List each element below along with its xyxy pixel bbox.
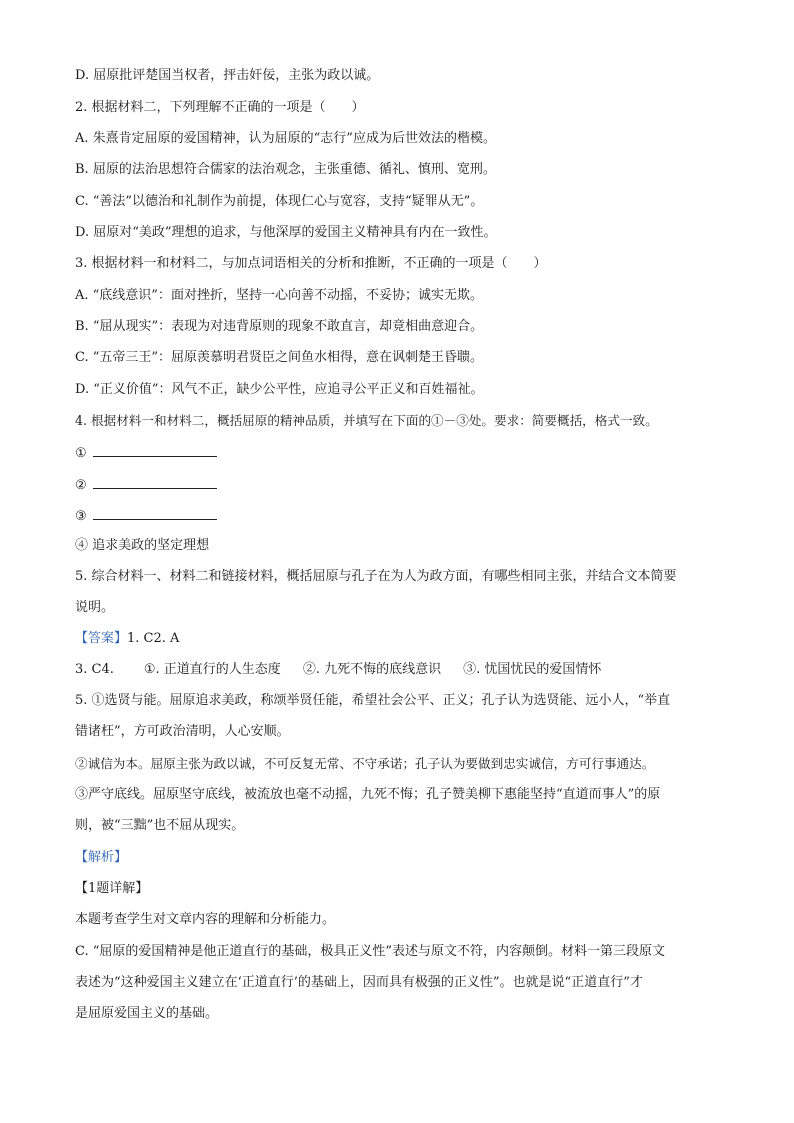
blank-marker: ①	[75, 446, 87, 461]
blank-marker: ③	[75, 509, 87, 524]
answer-row-1	[75, 631, 725, 647]
answer-1-2: 1. C2. A	[127, 631, 180, 646]
answer-5-line-3: ②诚信为本。屈原主张为政以诚，不可反复无常、不守承诺；孔子认为要做到忠实诚信，方可行事通达。	[75, 756, 655, 771]
option-c-q2: C. “善法”以德治和礼制作为前提，体现仁心与宽容，支持“疑罪从无”。	[75, 194, 484, 209]
answer-5-line-2: 错诸枉”，方可政治清明，人心安顺。	[75, 724, 290, 739]
answer-5-line-1: 5. ①选贤与能。屈原追求美政，称颂举贤任能，希望社会公平、正义；孔子认为选贤能、远小人，“举直	[75, 693, 671, 708]
detail-label: 【1题详解】	[75, 881, 149, 896]
question-4: 4. 根据材料一和材料二，概括屈原的精神品质，并填写在下面的①－③处。要求：简要概括，格式一致。	[75, 413, 658, 428]
option-b-q3: B. “屈从现实”：表现为对违背原则的现象不敢直言，却竟相曲意迎合。	[75, 319, 484, 334]
item-4: ④ 追求美政的坚定理想	[75, 538, 210, 553]
answer-4-item-1: ①. 正道直行的人生态度	[143, 662, 281, 677]
detail-line-3: 表述为“这种爱国主义建立在‘正道直行’的基础上，因而具有极强的正义性”。也就是说“正道直行”才	[75, 975, 643, 990]
blank-marker: ②	[75, 478, 87, 493]
blank-line	[93, 507, 217, 520]
answer-label: 【答案】	[75, 631, 128, 646]
option-b-q2: B. 屈原的法治思想符合儒家的法治观念，主张重德、循礼、慎刑、宽刑。	[75, 162, 496, 177]
answer-3-prefix: 3. C4.	[75, 662, 114, 677]
blank-line	[93, 476, 217, 489]
answer-5-line-5: 则，被“三黜”也不屈从现实。	[75, 818, 245, 833]
option-c-q3: C. “五帝三王”：屈原羡慕明君贤臣之间鱼水相得，意在讽刺楚王昏聩。	[75, 350, 484, 365]
option-d-q2: D. 屈原对“美政”理想的追求，与他深厚的爱国主义精神具有内在一致性。	[75, 225, 497, 240]
question-5-line-2: 说明。	[75, 600, 115, 615]
answer-4-item-2: ②. 九死不悔的底线意识	[302, 662, 442, 677]
analysis-label: 【解析】	[75, 850, 128, 865]
blank-row-2	[75, 476, 725, 494]
detail-line-1: 本题考查学生对文章内容的理解和分析能力。	[75, 912, 336, 927]
blank-row-3	[75, 507, 725, 525]
blank-row-1	[75, 444, 725, 462]
answer-5-line-4: ③严守底线。屈原坚守底线，被流放也毫不动摇，九死不悔；孔子赞美柳下惠能坚持“直道而事人”的原	[75, 787, 661, 802]
detail-line-4: 是屈原爱国主义的基础。	[75, 1006, 219, 1021]
detail-line-2: C. “屈原的爱国精神是他正道直行的基础，极具正义性”表述与原文不符，内容颠倒。材料一第三段原文	[75, 944, 666, 959]
answer-4-item-3: ③. 忧国忧民的爱国情怀	[463, 662, 602, 677]
option-a-q3: A. “底线意识”：面对挫折，坚持一心向善不动摇，不妥协；诚实无欺。	[75, 288, 483, 303]
question-3: 3. 根据材料一和材料二，与加点词语相关的分析和推断，不正确的一项是（ ）	[75, 256, 547, 271]
question-2: 2. 根据材料二，下列理解不正确的一项是（ ）	[75, 100, 365, 115]
option-d-q1: D. 屈原批评楚国当权者，抨击奸佞，主张为政以诚。	[75, 68, 380, 83]
option-a-q2: A. 朱熹肯定屈原的爱国精神，认为屈原的“志行”应成为后世效法的楷模。	[75, 131, 496, 146]
answer-row-3	[75, 662, 725, 678]
question-5-line-1: 5. 综合材料一、材料二和链接材料，概括屈原与孔子在为人为政方面，有哪些相同主张，并结合文本简要	[75, 569, 677, 584]
option-d-q3: D. “正义价值”：风气不正，缺少公平性，应追寻公平正义和百姓福祉。	[75, 382, 484, 397]
blank-line	[93, 444, 217, 457]
